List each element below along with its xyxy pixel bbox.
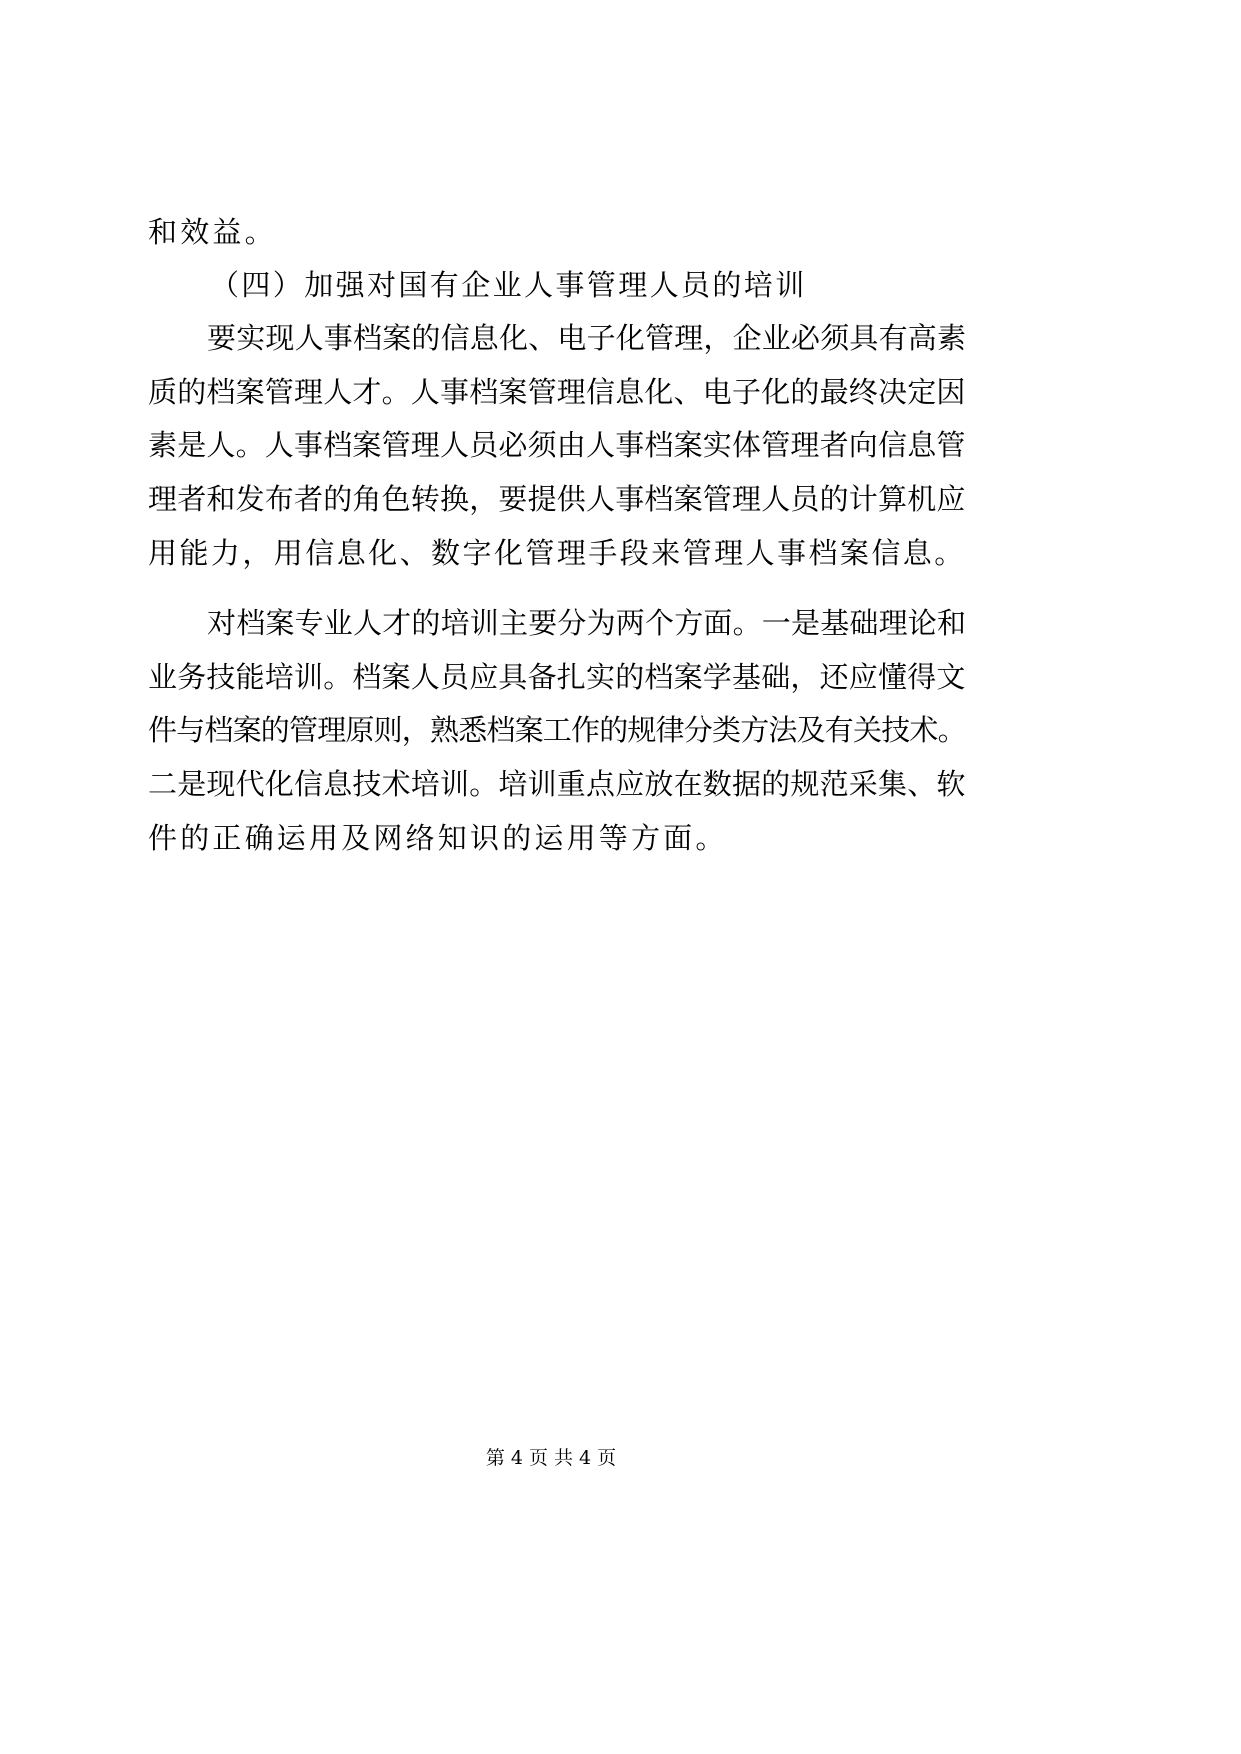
paragraph-line: 和效益。 [148,215,277,249]
page-number-footer: 第 4 页 共 4 页 [485,1447,617,1469]
paragraph-line: 件与档案的管理原则，熟悉档案工作的规律分类方法及有关技术。 [148,713,966,747]
paragraph-line: 素是人。人事档案管理人员必须由人事档案实体管理者向信息管 [148,428,966,462]
paragraph-line: 质的档案管理人才。人事档案管理信息化、电子化的最终决定因 [148,375,966,409]
paragraph-line: 理者和发布者的角色转换，要提供人事档案管理人员的计算机应 [148,482,966,516]
paragraph-line: 对档案专业人才的培训主要分为两个方面。一是基础理论和 [207,606,967,640]
paragraph-line: 要实现人事档案的信息化、电子化管理，企业必须具有高素 [207,321,967,355]
paragraph-line: 业务技能培训。档案人员应具备扎实的档案学基础，还应懂得文 [148,660,966,694]
paragraph-line: 用能力，用信息化、数字化管理手段来管理人事档案信息。 [148,536,966,570]
paragraph-line: 二是现代化信息技术培训。培训重点应放在数据的规范采集、软 [148,767,966,801]
paragraph-line: 件的正确运用及网络知识的运用等方面。 [148,821,728,855]
section-heading: （四）加强对国有企业人事管理人员的培训 [210,268,807,302]
